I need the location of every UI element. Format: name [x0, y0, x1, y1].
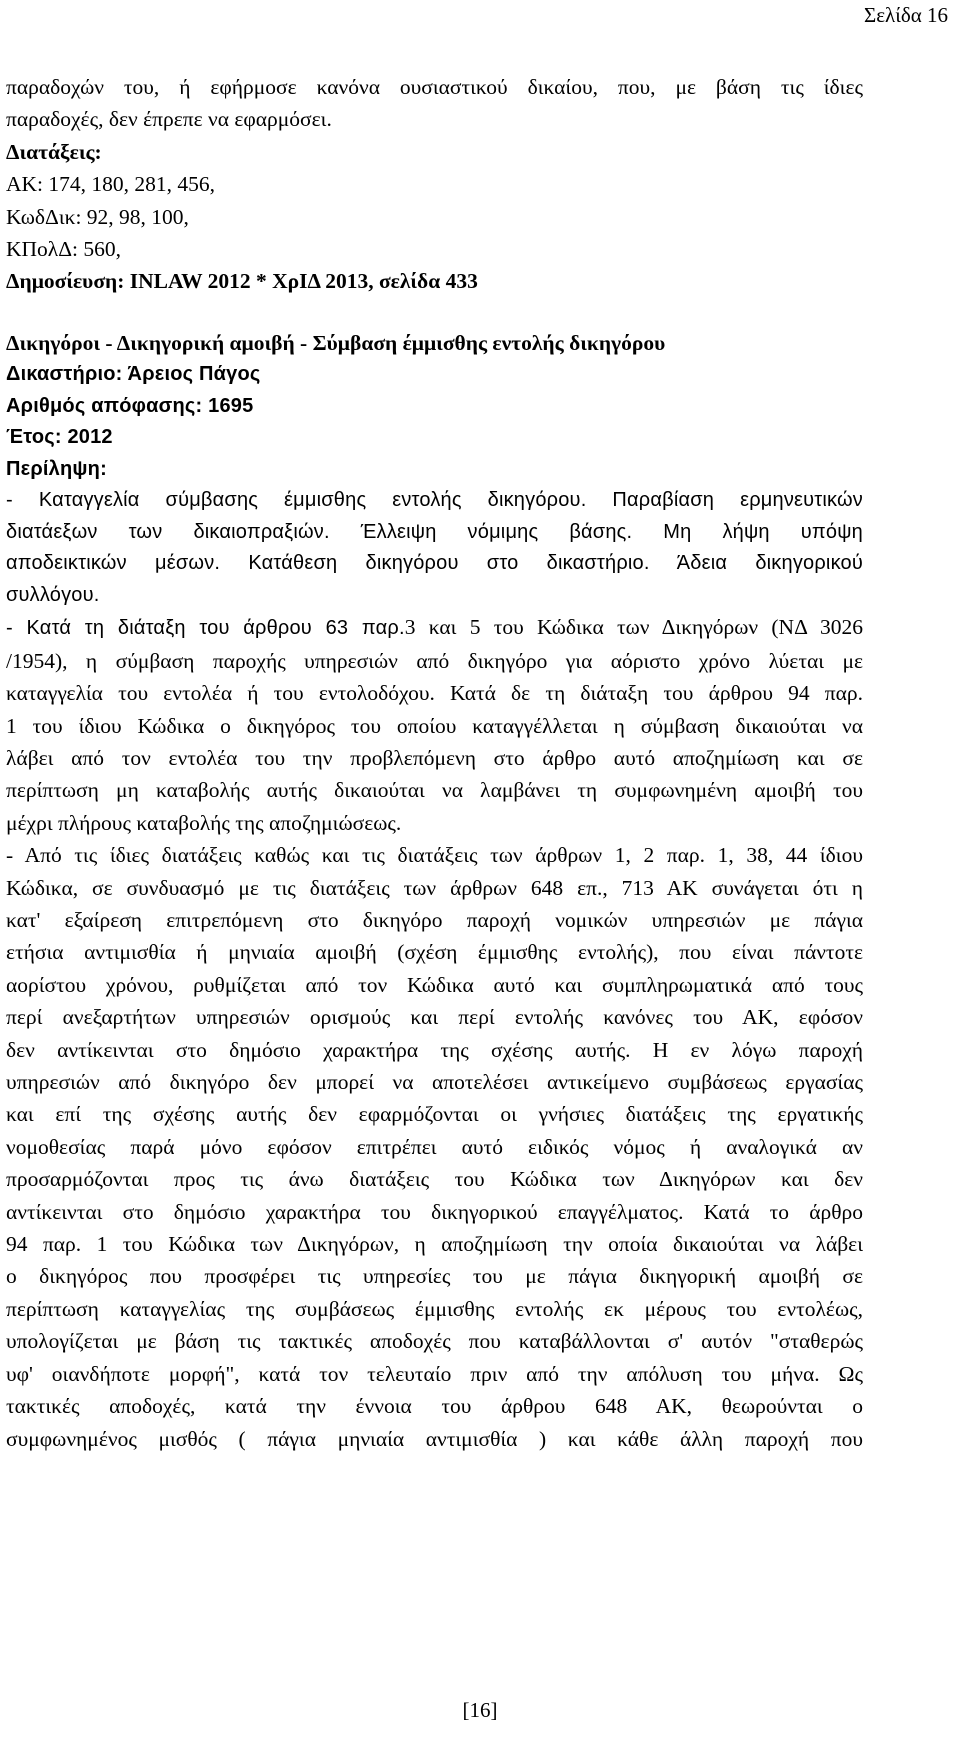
body-line: 3 και 5 του Κώδικα των Δικηγόρων (ΝΔ 3026 — [404, 615, 863, 640]
body-line: συμφωνημένος μισθός ( πάγια μηνιαία αντιμισθία ) και κάθε άλλη παροχή που — [6, 1426, 863, 1451]
body-line: υπηρεσιών από δικηγόρο δεν μπορεί να αποτελέσει αντικείμενο συμβάσεως εργασίας — [6, 1070, 863, 1095]
summary-text — [6, 485, 863, 611]
body-line: αορίστου χρόνου, ρυθμίζεται από τον Κώδικα αυτό και συμπληρωματικά από τους — [6, 972, 863, 997]
summary-line: - Κατά τη διάταξη του άρθρου 63 παρ. — [6, 617, 405, 640]
body-line: - Από τις ίδιες διατάξεις καθώς και τις διατάξεις των άρθρων 1, 2 παρ. 1, 38, 44 ίδιου — [6, 843, 863, 868]
body-text — [6, 645, 863, 1455]
body-line: νομοθεσίας παρά μόνο εφόσον επιτρέπει αυτό ειδικός νόμος ή αναλογικά αν — [6, 1134, 863, 1159]
body-line: καταγγελία του εντολέα ή του εντολοδόχου. Κατά δε τη διάταξη του άρθρου 94 παρ. — [6, 681, 863, 706]
body-line: περίπτωση καταγγελίας της συμβάσεως έμμισθης εντολής εκ μέρους του εντολέως, — [6, 1296, 863, 1321]
previous-section — [6, 71, 863, 298]
case-meta — [6, 359, 863, 485]
summary-line: αποδεικτικών μέσων. Κατάθεση δικηγόρου στο δικαστήριο. Άδεια δικηγορικού — [6, 552, 863, 575]
section-gap — [6, 298, 863, 327]
case-title: Δικηγόροι - Δικηγορική αμοιβή - Σύμβαση έμμισθης εντολής δικηγόρου — [6, 330, 666, 355]
body-line: προσαρμόζονται προς τις άνω διατάξεις του Κώδικα των Δικηγόρων και δεν — [6, 1167, 863, 1192]
provisions-heading: Διατάξεις: — [6, 139, 102, 164]
year-line: Έτος: 2012 — [6, 426, 113, 449]
body-line: και επί της σχέσης αυτής δεν εφαρμόζονται οι γνήσιες διατάξεις της εργατικής — [6, 1102, 863, 1127]
text-line: παραδοχών του, ή εφήρμοσε κανόνα ουσιαστικού δικαίου, που, με βάση τις ίδιες — [6, 75, 863, 99]
publication-line: Δημοσίευση: INLAW 2012 * ΧρΙΔ 2013, σελίδα 433 — [6, 269, 478, 294]
text-line: παραδοχές, δεν έπρεπε να εφαρμόσει. — [6, 107, 332, 132]
page-number: [16] — [462, 1698, 498, 1722]
document-body — [6, 71, 863, 1455]
decision-number-line: Αριθμός απόφασης: 1695 — [6, 394, 254, 417]
body-line: υπολογίζεται με βάση τις τακτικές αποδοχές που καταβάλλονται σ' αυτόν "σταθερώς — [6, 1329, 863, 1354]
provision-item: ΚωδΔικ: 92, 98, 100, — [6, 204, 189, 229]
court-line: Δικαστήριο: Άρειος Πάγος — [6, 363, 261, 386]
summary-line: συλλόγου. — [6, 583, 100, 606]
body-line: κατ' εξαίρεση επιτρεπόμενη στο δικηγόρο παροχή νομικών υπηρεσιών με πάγια — [6, 908, 863, 932]
body-line: δεν αντίκεινται στο δημόσιο χαρακτήρα της σχέσης αυτής. Η εν λόγω παροχή — [6, 1037, 863, 1062]
body-line: περίπτωση μη καταβολής αυτής δικαιούται να λαμβάνει τη συμφωνημένη αμοιβή του — [6, 778, 863, 803]
summary-line: - Καταγγελία σύμβασης έμμισθης εντολής δικηγόρου. Παραβίαση ερμηνευτικών — [6, 489, 863, 512]
body-line: 1 του ίδιου Κώδικα ο δικηγόρος του οποίου καταγγέλλεται η σύμβαση δικαιούται να — [6, 713, 863, 738]
body-line: αντίκεινται στο δημόσιο χαρακτήρα του δικηγορικού επαγγέλματος. Κατά το άρθρο — [6, 1199, 863, 1224]
body-line: υφ' οιανδήποτε μορφή", κατά τον τελευταίο πριν από την απόλυση του μήνα. Ως — [6, 1361, 863, 1386]
body-line: περί ανεξαρτήτων υπηρεσιών ορισμούς και περί εντολής κανόνες του ΑΚ, εφόσον — [6, 1005, 863, 1030]
provision-item: ΑΚ: 174, 180, 281, 456, — [6, 172, 216, 197]
body-line: λάβει από τον εντολέα του την προβλεπόμενη στο άρθρο αυτό αποζημίωση και σε — [6, 745, 863, 770]
provision-item: ΚΠολΔ: 560, — [6, 237, 122, 262]
summary-heading: Περίληψη: — [6, 457, 107, 480]
body-line: 94 παρ. 1 του Κώδικα των Δικηγόρων, η αποζημίωση την οποία δικαιούται να λάβει — [6, 1232, 863, 1257]
summary-line: διατάεξων των δικαιοπραξιών. Έλλειψη νόμιμης βάσης. Μη λήψη υπόψη — [6, 520, 863, 543]
body-line: ο δικηγόρος που προσφέρει τις υπηρεσίες του με πάγια δικηγορική αμοιβή σε — [6, 1264, 863, 1289]
body-line: μέχρι πλήρους καταβολής της αποζημιώσεως. — [6, 810, 402, 835]
mixed-line — [6, 611, 863, 645]
page-header-label: Σελίδα 16 — [863, 3, 948, 27]
body-line: ετήσια αντιμισθία ή μηνιαία αμοιβή (σχέση έμμισθης εντολής), που είναι πάντοτε — [6, 940, 863, 965]
body-line: τακτικές αποδοχές, κατά την έννοια του άρθρου 648 ΑΚ, θεωρούνται ο — [6, 1394, 863, 1419]
body-line: Κώδικα, σε συνδυασμό με τις διατάξεις των άρθρων 648 επ., 713 ΑΚ συνάγεται ότι η — [6, 875, 863, 900]
body-line: /1954), η σύμβαση παροχής υπηρεσιών από δικηγόρο για αόριστο χρόνο λύεται με — [6, 648, 863, 673]
